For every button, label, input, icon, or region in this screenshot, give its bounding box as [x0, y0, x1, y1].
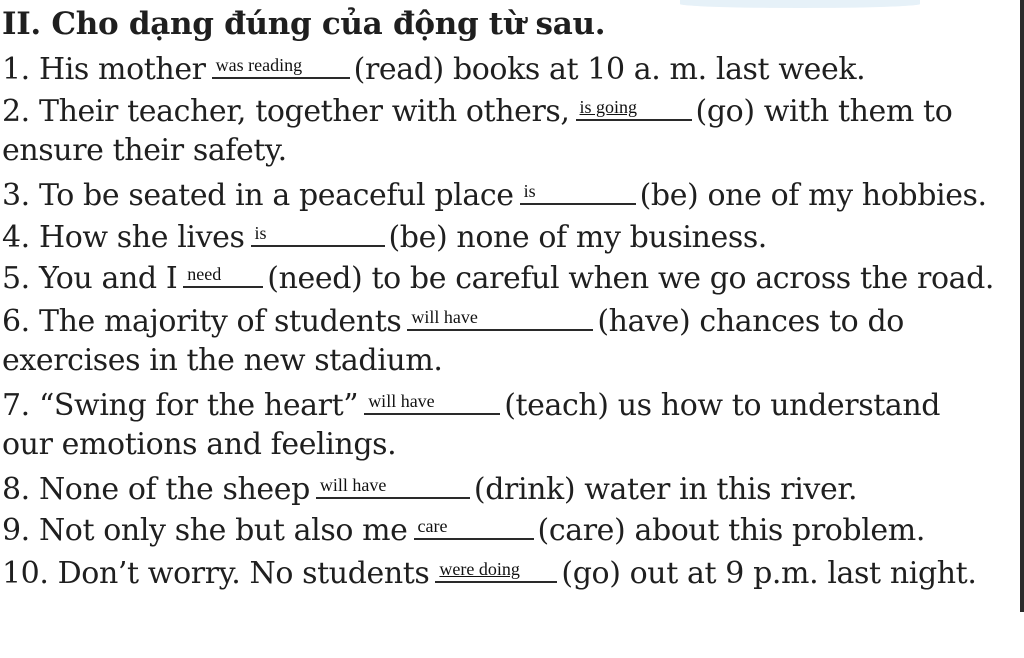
- line-text-before: 6. The majority of students: [2, 304, 402, 339]
- line-text: our emotions and feelings.: [2, 427, 397, 462]
- line-text-before: 3. To be seated in a peaceful place: [2, 178, 514, 213]
- exercise-line-6-continued: [2, 341, 443, 381]
- handwritten-answer: will have: [411, 307, 478, 327]
- handwritten-answer: is: [523, 181, 536, 201]
- handwritten-answer: will have: [368, 391, 435, 411]
- line-text-after: (drink) water in this river.: [473, 472, 858, 507]
- exercise-line-10: [2, 551, 976, 594]
- line-text-after: (go) out at 9 p.m. last night.: [561, 556, 977, 591]
- answer-blank: [183, 256, 263, 288]
- answer-blank: [435, 551, 557, 583]
- handwritten-answer: is: [254, 223, 267, 243]
- handwritten-answer: were doing: [439, 559, 520, 579]
- line-text-after: (teach) us how to understand: [504, 388, 941, 423]
- right-edge-border: [1020, 0, 1024, 612]
- handwritten-answer: need: [187, 264, 222, 284]
- handwritten-answer: will have: [319, 475, 387, 495]
- line-text-before: 4. How she lives: [2, 220, 245, 255]
- exercise-line-3: [2, 173, 987, 216]
- exercise-line-2-continued: [2, 131, 287, 171]
- handwritten-answer: is going: [579, 97, 638, 117]
- answer-blank: [364, 383, 500, 415]
- line-text-after: (have) chances to do: [597, 304, 904, 339]
- line-text-after: (care) about this problem.: [537, 513, 925, 548]
- line-text-before: 2. Their teacher, together with others,: [2, 94, 570, 129]
- answer-blank: [212, 47, 350, 79]
- line-text: ensure their safety.: [2, 133, 287, 168]
- exercise-line-4: [2, 215, 767, 258]
- answer-blank: [407, 299, 593, 331]
- exercise-line-8: [2, 467, 857, 510]
- line-text-before: 10. Don’t worry. No students: [2, 556, 430, 591]
- exercise-line-1: [2, 47, 865, 90]
- exercise-heading: II. Cho dạng đúng của động từ sau.: [2, 6, 606, 42]
- line-text-after: (be) one of my hobbies.: [639, 178, 987, 213]
- exercise-line-5: [2, 256, 994, 299]
- line-text-before: 5. You and I: [2, 261, 178, 296]
- line-text-before: 7. “Swing for the heart”: [2, 388, 359, 423]
- exercise-line-2: [2, 89, 952, 132]
- line-text-before: 8. None of the sheep: [2, 472, 310, 507]
- exercise-line-6: [2, 299, 904, 342]
- exercise-line-7-continued: [2, 425, 396, 465]
- answer-blank: [576, 89, 692, 121]
- answer-blank: [316, 467, 470, 499]
- line-text-after: (read) books at 10 a. m. last week.: [353, 52, 866, 87]
- line-text: exercises in the new stadium.: [2, 343, 443, 378]
- answer-blank: [251, 215, 385, 247]
- answer-blank: [520, 173, 636, 205]
- exercise-line-9: [2, 508, 925, 551]
- answer-blank: [414, 508, 534, 540]
- line-text-before: 1. His mother: [2, 52, 206, 87]
- line-text-after: (need) to be careful when we go across the road.: [267, 261, 995, 296]
- handwritten-answer: care: [417, 516, 448, 536]
- line-text-after: (be) none of my business.: [388, 220, 767, 255]
- handwritten-answer: was reading: [215, 55, 303, 75]
- line-text-after: (go) with them to: [695, 94, 953, 129]
- line-text-before: 9. Not only she but also me: [2, 513, 408, 548]
- exercise-line-7: [2, 383, 940, 426]
